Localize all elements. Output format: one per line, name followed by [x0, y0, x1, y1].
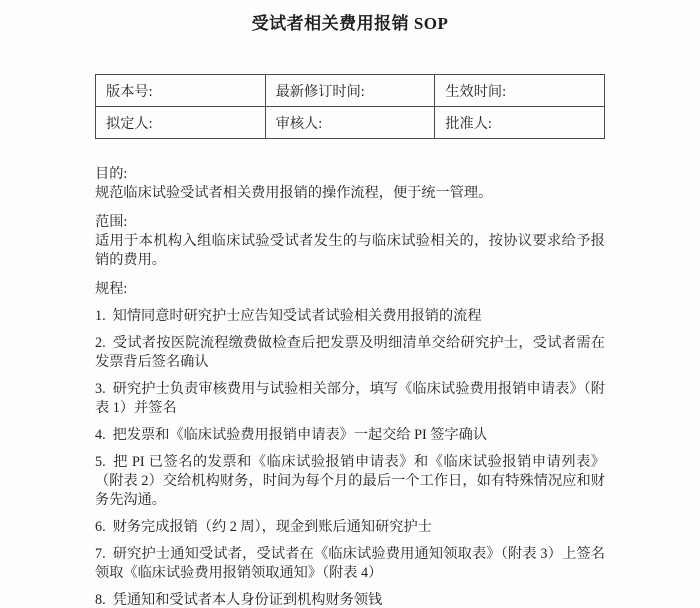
section-body: 规范临床试验受试者相关费用报销的操作流程，便于统一管理。 [95, 185, 493, 201]
approver-cell: 批准人: [435, 107, 605, 139]
item-number: 3. [95, 381, 106, 397]
table-row [96, 75, 605, 107]
procedure-item [95, 307, 605, 326]
page-title: 受试者相关费用报销 SOP [251, 14, 449, 33]
item-text: 财务完成报销（约 2 周），现金到账后通知研究护士 [112, 519, 432, 535]
procedure-item [95, 518, 605, 537]
section-heading: 目的: [95, 166, 128, 182]
item-text: 受试者按医院流程缴费做检查后把发票及明细清单交给研究护士，受试者需在发票背后签名确认 [95, 335, 605, 370]
item-number: 2. [95, 335, 106, 351]
section-body: 适用于本机构入组临床试验受试者发生的与临床试验相关的，按协议要求给予报销的费用。 [95, 233, 605, 268]
version-number-cell: 版本号: [96, 75, 266, 107]
item-text: 把 PI 已签名的发票和《临床试验报销申请表》和《临床试验报销申请列表》（附表 2）交给机构财务，时间为每个月的最后一个工作日，如有特殊情况应和财务先沟通。 [95, 454, 605, 508]
procedure-item [95, 591, 605, 608]
section-procedure [95, 280, 605, 608]
item-number: 7. [95, 546, 106, 562]
drafter-cell: 拟定人: [96, 107, 266, 139]
item-text: 把发票和《临床试验费用报销申请表》一起交给 PI 签字确认 [112, 427, 488, 443]
table-row [96, 107, 605, 139]
section-heading: 规程: [95, 281, 128, 297]
procedure-item [95, 380, 605, 418]
item-text: 研究护士负责审核费用与试验相关部分，填写《临床试验费用报销申请表》（附表 1）并签名 [95, 381, 605, 416]
item-text: 凭通知和受试者本人身份证到机构财务领钱 [112, 592, 383, 608]
section-purpose [95, 165, 605, 203]
procedure-item [95, 453, 605, 510]
section-heading: 范围: [95, 214, 128, 230]
item-number: 6. [95, 519, 106, 535]
item-number: 4. [95, 427, 106, 443]
effective-date-cell: 生效时间: [435, 75, 605, 107]
section-scope [95, 213, 605, 270]
item-text: 研究护士通知受试者，受试者在《临床试验费用通知领取表》（附表 3）上签名领取《临床试验费用报销领取通知》（附表 4） [95, 546, 605, 581]
item-number: 1. [95, 308, 106, 324]
item-number: 5. [95, 454, 106, 470]
last-revised-date-cell: 最新修订时间: [265, 75, 435, 107]
procedure-item [95, 426, 605, 445]
item-number: 8. [95, 592, 106, 608]
procedure-item [95, 545, 605, 583]
reviewer-cell: 审核人: [265, 107, 435, 139]
item-text: 知情同意时研究护士应告知受试者试验相关费用报销的流程 [112, 308, 482, 324]
procedure-item [95, 334, 605, 372]
version-info-table [95, 74, 605, 139]
